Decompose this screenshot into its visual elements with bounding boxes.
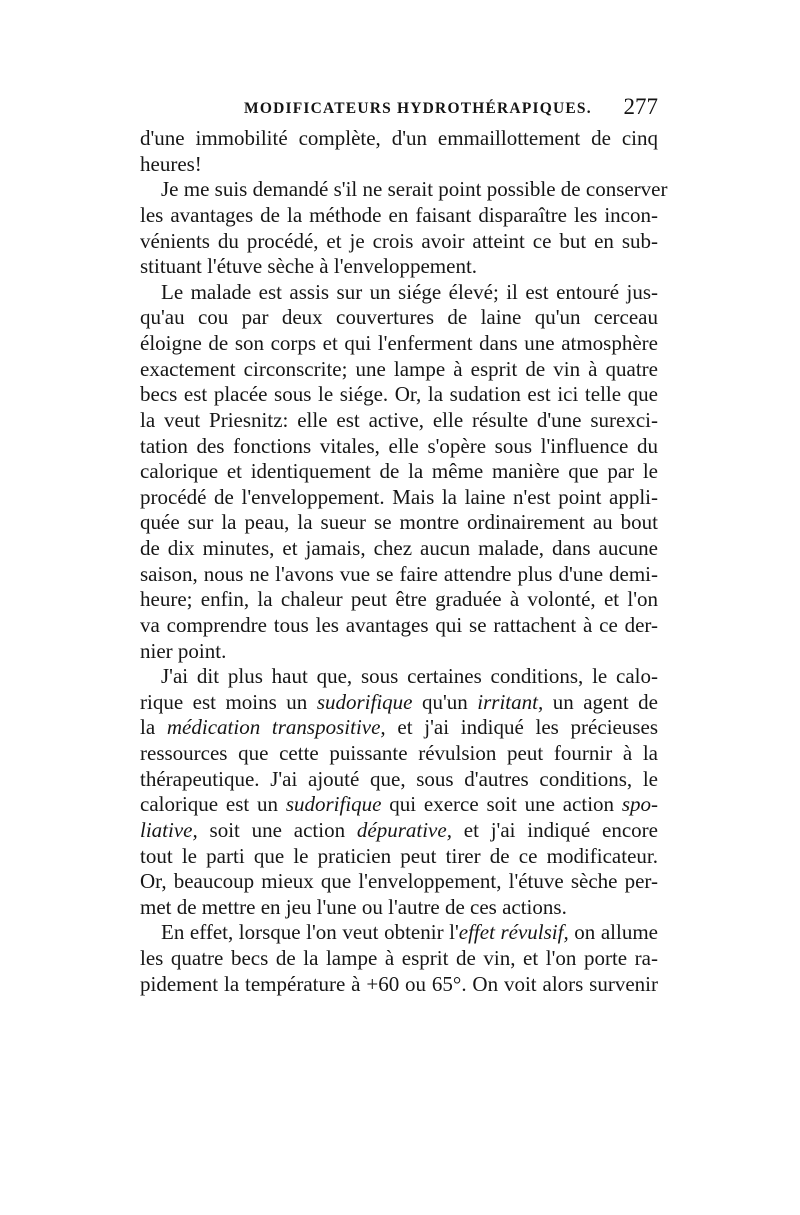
- text-segment: qui exerce soit une action: [381, 792, 622, 817]
- text-segment: thérapeutique. J'ai ajouté que, sous d'autres conditions, le: [140, 766, 658, 791]
- text-segment: quée sur la peau, la sueur se montre ordinairement au bout: [140, 510, 658, 535]
- text-segment: pidement la température à +60 ou 65°. On voit alors survenir: [140, 971, 658, 996]
- text-line: [140, 177, 668, 203]
- text-line: [140, 562, 658, 588]
- text-line: [140, 664, 658, 690]
- text-line: [140, 792, 658, 818]
- text-segment: vénients du procédé, et je crois avoir atteint ce but en sub-: [140, 228, 658, 253]
- text-line: [140, 690, 658, 716]
- text-line: [140, 536, 658, 562]
- italic-segment: dépurative,: [356, 817, 452, 842]
- text-line: [140, 254, 658, 280]
- text-segment: heure; enfin, la chaleur peut être graduée à volonté, et l'on: [140, 587, 658, 612]
- text-segment: Or, beaucoup mieux que l'enveloppement, l'étuve sèche per-: [140, 869, 658, 894]
- text-line: [140, 946, 658, 972]
- text-segment: exactement circonscrite; une lampe à esprit de vin à quatre: [140, 356, 658, 381]
- text-segment: de dix minutes, et jamais, chez aucun malade, dans aucune: [140, 536, 658, 560]
- text-segment: procédé de l'enveloppement. Mais la laine n'est point appli-: [140, 484, 658, 509]
- running-title: MODIFICATEURS HYDROTHÉRAPIQUES.: [244, 100, 592, 117]
- text-segment: nier point.: [140, 638, 227, 663]
- text-segment: tout le parti que le praticien peut tirer de ce modificateur.: [140, 843, 658, 868]
- text-segment: la veut Priesnitz: elle est active, elle résulte d'une surexci-: [140, 407, 658, 432]
- text-line: [140, 408, 658, 434]
- text-segment: rique est moins un: [140, 689, 317, 714]
- text-line: [140, 229, 658, 255]
- text-line: [140, 818, 658, 844]
- italic-segment: irritant,: [477, 689, 544, 714]
- text-segment: qu'un: [412, 689, 478, 714]
- text-segment: met de mettre en jeu l'une ou l'autre de ces actions.: [140, 894, 567, 919]
- text-line: [140, 382, 658, 408]
- text-line: [140, 305, 658, 331]
- text-line: [140, 203, 658, 229]
- text-segment: saison, nous ne l'avons vue se faire attendre plus d'une demi-: [140, 561, 658, 586]
- text-segment: ressources que cette puissante révulsion peut fournir à la: [140, 741, 658, 765]
- text-line: [140, 510, 658, 536]
- text-segment: les avantages de la méthode en faisant disparaître les incon-: [140, 202, 658, 227]
- italic-segment: sudorifique: [285, 792, 382, 817]
- text-line: [140, 767, 658, 793]
- text-segment: En effet, lorsque l'on veut obtenir l': [161, 920, 459, 945]
- italic-segment: sudorifique: [316, 689, 413, 714]
- text-line: [140, 459, 658, 485]
- text-segment: becs est placée sous le siége. Or, la sudation est ici telle que: [140, 382, 658, 407]
- text-segment: qu'au cou par deux couvertures de laine qu'un cerceau: [140, 305, 658, 330]
- text-line: [140, 613, 658, 639]
- text-segment: éloigne de son corps et qui l'enferment dans une atmosphère: [140, 331, 658, 355]
- text-line: [140, 920, 658, 946]
- text-segment: d'une immobilité complète, d'un emmaillottement de cinq: [140, 126, 658, 150]
- text-segment: et j'ai indiqué les précieuses: [385, 715, 659, 740]
- page-number: 277: [623, 94, 658, 119]
- text-line: [140, 639, 658, 665]
- text-segment: les quatre becs de la lampe à esprit de vin, et l'on porte ra-: [140, 946, 658, 970]
- text-line: [140, 357, 658, 383]
- text-segment: stituant l'étuve sèche à l'enveloppement.: [140, 254, 478, 279]
- text-line: [140, 844, 658, 870]
- text-segment: et j'ai indiqué encore: [451, 817, 658, 842]
- text-segment: tation des fonctions vitales, elle s'opère sous l'influence du: [140, 433, 658, 458]
- text-segment: Le malade est assis sur un siége élevé; il est entouré jus-: [161, 279, 658, 304]
- italic-segment: spo-: [621, 792, 658, 817]
- text-line: [140, 869, 658, 895]
- text-segment: Je me suis demandé s'il ne serait point possible de conserver: [161, 177, 668, 202]
- text-line: [140, 331, 658, 357]
- text-segment: on allume: [568, 920, 658, 945]
- text-segment: heures!: [140, 151, 202, 176]
- text-line: [140, 280, 658, 306]
- text-segment: la: [140, 715, 167, 740]
- text-line: [140, 485, 658, 511]
- text-segment: calorique est un: [140, 792, 286, 817]
- text-segment: un agent de: [543, 689, 658, 714]
- text-segment: soit une action: [197, 817, 357, 842]
- body-text: [140, 126, 668, 997]
- text-line: [140, 434, 658, 460]
- text-segment: calorique et identiquement de la même manière que par le: [140, 459, 658, 484]
- text-segment: J'ai dit plus haut que, sous certaines conditions, le calo-: [161, 664, 658, 689]
- text-segment: va comprendre tous les avantages qui se rattachent à ce der-: [140, 612, 658, 637]
- text-line: [140, 972, 658, 998]
- text-line: [140, 895, 658, 921]
- text-line: [140, 152, 658, 178]
- text-line: [140, 126, 658, 152]
- text-line: [140, 741, 658, 767]
- text-line: [140, 587, 658, 613]
- italic-segment: effet révulsif,: [458, 920, 569, 945]
- italic-segment: liative,: [140, 817, 198, 842]
- italic-segment: médication transpositive,: [166, 715, 386, 740]
- text-line: [140, 715, 658, 741]
- page-header: [140, 94, 658, 126]
